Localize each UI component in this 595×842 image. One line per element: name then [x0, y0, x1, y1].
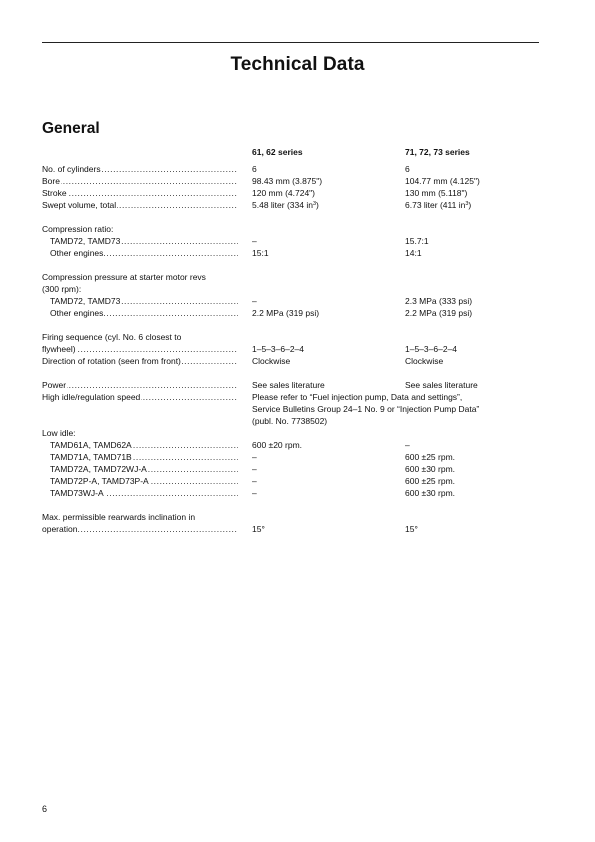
row-value-col2: 6 [405, 164, 410, 174]
table-row [0, 175, 595, 187]
row-label: Compression pressure at starter motor revs [42, 272, 206, 282]
table-row [0, 487, 595, 499]
row-value-col1: – [252, 476, 257, 486]
row-value-col1: – [252, 296, 257, 306]
row-label: TAMD71A, TAMD71B [50, 452, 132, 462]
row-value-col2: 15° [405, 524, 418, 534]
row-value-col2: Clockwise [405, 356, 444, 366]
row-label: TAMD72, TAMD73 [50, 296, 121, 306]
row-value-col2: 600 ±25 rpm. [405, 476, 456, 486]
row-value-col1: 2.2 MPa (319 psi) [252, 308, 320, 318]
row-value-col1: – [252, 464, 257, 474]
table-row [0, 247, 595, 259]
row-value-col1: 15:1 [252, 248, 269, 258]
table-row [0, 523, 595, 535]
row-label: No. of cylinders [42, 164, 101, 174]
row-value-col2: 130 mm (5.118") [405, 188, 468, 198]
row-note-line: Service Bulletins Group 24–1 No. 9 or “Injection Pump Data” [252, 404, 480, 414]
table-row [0, 343, 595, 355]
row-value-col2: 600 ±30 rpm. [405, 488, 456, 498]
table-row [0, 463, 595, 475]
row-value-col1: – [252, 452, 257, 462]
row-value-col2: 2.3 MPa (333 psi) [405, 296, 473, 306]
page-number: 6 [42, 804, 48, 814]
row-label: TAMD72A, TAMD72WJ-A [50, 464, 147, 474]
row-note-line: (publ. No. 7738502) [252, 416, 328, 426]
table-row [0, 331, 595, 343]
row-value-col2: 2.2 MPa (319 psi) [405, 308, 473, 318]
row-label: High idle/regulation speed [42, 392, 141, 402]
row-label: operation [42, 524, 78, 534]
row-label: Stroke [42, 188, 67, 198]
row-value-col2: 6.73 liter (411 $in^3$) [405, 200, 472, 210]
table-row [0, 295, 595, 307]
table-row [0, 355, 595, 367]
section-title: General [42, 120, 100, 137]
row-value-col1: – [252, 236, 257, 246]
table-row [0, 223, 595, 235]
table-row [0, 187, 595, 199]
row-value-col1: – [252, 488, 257, 498]
row-value-col1: 120 mm (4.724") [252, 188, 316, 198]
table-row [0, 415, 595, 427]
row-label: Firing sequence (cyl. No. 6 closest to [42, 332, 182, 342]
table-row [0, 439, 595, 451]
row-value-col1: 5.48 liter (334 $in^3$) [252, 200, 319, 210]
row-value-col2: 15.7:1 [405, 236, 429, 246]
row-value-col2: 14:1 [405, 248, 422, 258]
column-header-61-62: 61, 62 series [252, 147, 303, 157]
table-row [0, 403, 595, 415]
row-value-col2: 600 ±30 rpm. [405, 464, 456, 474]
table-row [0, 271, 595, 283]
table-row [0, 427, 595, 439]
row-label: flywheel) [42, 344, 76, 354]
row-value-col2: 1–5–3–6–2–4 [405, 344, 458, 354]
row-value-col1: 98.43 mm (3.875") [252, 176, 323, 186]
row-value-col1: 600 ±20 rpm. [252, 440, 303, 450]
row-value-col2: See sales literature [405, 380, 478, 390]
row-note-line: Please refer to “Fuel injection pump, Data and settings”, [252, 392, 463, 402]
row-value-col1: 15° [252, 524, 265, 534]
row-value-col1: Clockwise [252, 356, 291, 366]
row-label: Power [42, 380, 67, 390]
table-row [0, 391, 595, 403]
row-value-col2: – [405, 440, 410, 450]
table-row [0, 199, 595, 211]
row-label: Other engines [50, 308, 104, 318]
row-label: TAMD72, TAMD73 [50, 236, 121, 246]
table-row [0, 451, 595, 463]
table-row [0, 283, 595, 295]
table-row [0, 307, 595, 319]
table-row [0, 511, 595, 523]
page-title: Technical Data [230, 54, 365, 75]
row-value-col2: 104.77 mm (4.125") [405, 176, 480, 186]
row-value-col1: 6 [252, 164, 257, 174]
table-row [0, 163, 595, 175]
table-row [0, 379, 595, 391]
row-value-col1: See sales literature [252, 380, 325, 390]
technical-data-table [0, 163, 595, 535]
row-value-col2: 600 ±25 rpm. [405, 452, 456, 462]
row-label: Bore [42, 176, 60, 186]
table-row [0, 475, 595, 487]
row-label: Max. permissible rearwards inclination in [42, 512, 196, 522]
row-label: Low idle: [42, 428, 76, 438]
row-label: TAMD73WJ-A [50, 488, 104, 498]
row-label: Compression ratio: [42, 224, 114, 234]
row-label: Other engines [50, 248, 104, 258]
row-label: Direction of rotation (seen from front) [42, 356, 181, 366]
row-label: Swept volume, total [42, 200, 117, 210]
table-row [0, 235, 595, 247]
row-label: TAMD61A, TAMD62A [50, 440, 132, 450]
row-label: (300 rpm): [42, 284, 82, 294]
column-header-71-72-73: 71, 72, 73 series [405, 147, 470, 157]
top-rule [42, 42, 539, 43]
row-value-col1: 1–5–3–6–2–4 [252, 344, 305, 354]
row-label: TAMD72P-A, TAMD73P-A [50, 476, 149, 486]
